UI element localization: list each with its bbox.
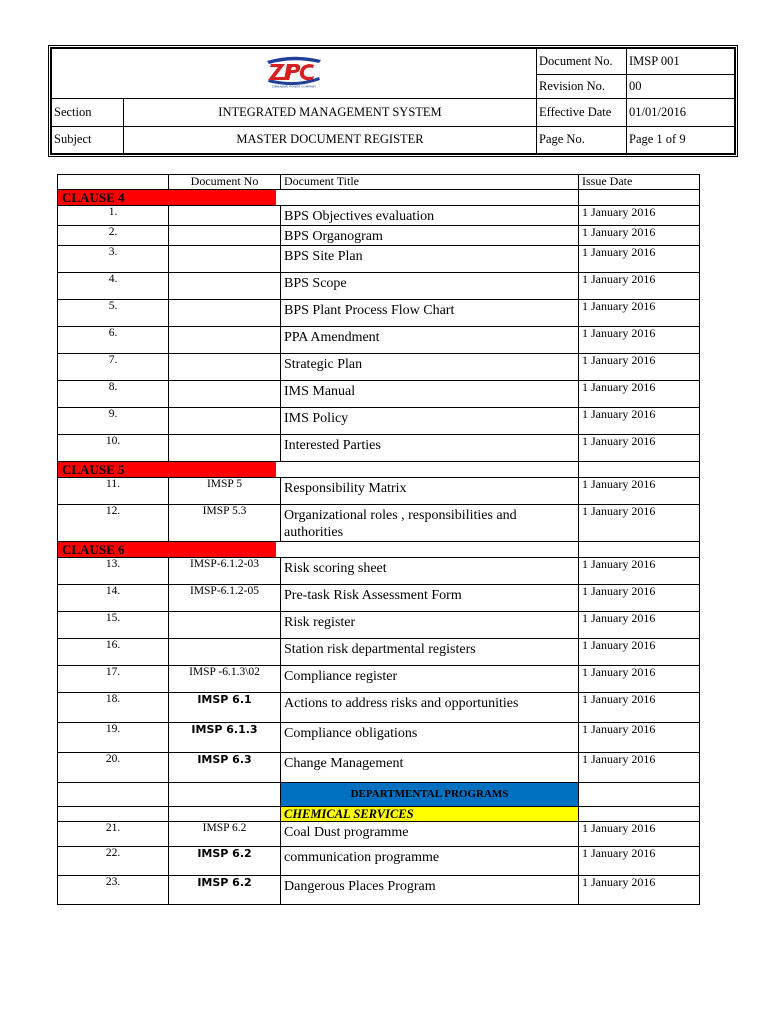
empty-cell xyxy=(58,783,169,807)
section-value: INTEGRATED MANAGEMENT SYSTEM xyxy=(124,99,537,126)
section-label: Section xyxy=(52,99,124,126)
row-issue-date: 1 January 2016 xyxy=(579,206,700,226)
row-document-no xyxy=(169,300,281,327)
table-header-row xyxy=(58,175,700,190)
row-number: 21. xyxy=(58,822,169,847)
row-document-no xyxy=(169,612,281,639)
row-issue-date: 1 January 2016 xyxy=(579,381,700,408)
row-document-no: IMSP 5.3 xyxy=(169,505,281,542)
row-issue-date: 1 January 2016 xyxy=(579,876,700,905)
subject-value: MASTER DOCUMENT REGISTER xyxy=(124,126,537,153)
row-issue-date: 1 January 2016 xyxy=(579,300,700,327)
row-document-no xyxy=(169,226,281,246)
row-document-title: BPS Organogram xyxy=(281,226,579,246)
empty-cell xyxy=(169,807,281,822)
effective-date-label: Effective Date xyxy=(537,99,627,126)
clause-label xyxy=(58,190,579,206)
row-issue-date: 1 January 2016 xyxy=(579,246,700,273)
row-document-no: IMSP 6.1 xyxy=(169,693,281,723)
table-row xyxy=(58,226,700,246)
row-issue-date: 1 January 2016 xyxy=(579,327,700,354)
row-issue-date: 1 January 2016 xyxy=(579,354,700,381)
row-issue-date: 1 January 2016 xyxy=(579,666,700,693)
clause-label xyxy=(58,542,579,558)
row-number: 6. xyxy=(58,327,169,354)
row-document-title: Dangerous Places Program xyxy=(281,876,579,905)
table-row xyxy=(58,435,700,462)
row-issue-date: 1 January 2016 xyxy=(579,408,700,435)
row-number: 20. xyxy=(58,753,169,783)
row-document-title: Interested Parties xyxy=(281,435,579,462)
document-no-label: Document No. xyxy=(537,49,627,75)
empty-cell xyxy=(58,807,169,822)
table-row xyxy=(58,693,700,723)
row-issue-date: 1 January 2016 xyxy=(579,847,700,876)
row-document-no xyxy=(169,381,281,408)
zpc-logo-graphic xyxy=(263,55,325,89)
subject-label: Subject xyxy=(52,126,124,153)
row-number: 7. xyxy=(58,354,169,381)
row-issue-date: 1 January 2016 xyxy=(579,226,700,246)
row-document-no: IMSP 6.3 xyxy=(169,753,281,783)
row-issue-date: 1 January 2016 xyxy=(579,505,700,542)
row-document-title: Risk register xyxy=(281,612,579,639)
row-document-no: IMSP 6.2 xyxy=(169,876,281,905)
header-document-title: Document Title xyxy=(281,175,579,190)
master-document-register-table xyxy=(57,174,700,905)
header-cell-number xyxy=(58,175,169,190)
table-row xyxy=(58,408,700,435)
table-row xyxy=(58,206,700,226)
row-number: 4. xyxy=(58,273,169,300)
row-document-no xyxy=(169,408,281,435)
row-document-no: IMSP 6.2 xyxy=(169,847,281,876)
row-document-title: Pre-task Risk Assessment Form xyxy=(281,585,579,612)
row-document-no xyxy=(169,327,281,354)
clause-row xyxy=(58,462,700,478)
row-document-no: IMSP 6.2 xyxy=(169,822,281,847)
row-issue-date: 1 January 2016 xyxy=(579,693,700,723)
row-document-title: BPS Plant Process Flow Chart xyxy=(281,300,579,327)
chemical-services-label: CHEMICAL SERVICES xyxy=(281,807,579,822)
row-document-no: IMSP 5 xyxy=(169,478,281,505)
row-issue-date: 1 January 2016 xyxy=(579,585,700,612)
table-row xyxy=(58,753,700,783)
effective-date-value: 01/01/2016 xyxy=(627,99,735,126)
table-row xyxy=(58,354,700,381)
row-number: 10. xyxy=(58,435,169,462)
row-document-title: IMS Policy xyxy=(281,408,579,435)
document-header xyxy=(48,45,738,157)
page-no-value: Page 1 of 9 xyxy=(627,126,735,153)
row-number: 16. xyxy=(58,639,169,666)
table-row xyxy=(58,478,700,505)
row-number: 9. xyxy=(58,408,169,435)
clause-date-cell xyxy=(579,190,700,206)
row-document-title: Compliance obligations xyxy=(281,723,579,753)
row-document-title: BPS Scope xyxy=(281,273,579,300)
table-row xyxy=(58,246,700,273)
row-document-no xyxy=(169,435,281,462)
clause-row xyxy=(58,190,700,206)
table-row xyxy=(58,505,700,542)
row-document-no: IMSP 6.1.3 xyxy=(169,723,281,753)
row-issue-date: 1 January 2016 xyxy=(579,435,700,462)
row-document-title: IMS Manual xyxy=(281,381,579,408)
document-no-value: IMSP 001 xyxy=(627,49,735,75)
table-row xyxy=(58,381,700,408)
logo-cell xyxy=(52,49,537,99)
row-number: 11. xyxy=(58,478,169,505)
table-row xyxy=(58,822,700,847)
clause-band: CLAUSE 6 xyxy=(58,542,276,557)
row-document-title: communication programme xyxy=(281,847,579,876)
clause-date-cell xyxy=(579,462,700,478)
header-issue-date: Issue Date xyxy=(579,175,700,190)
table-row xyxy=(58,273,700,300)
row-document-no: IMSP-6.1.2-03 xyxy=(169,558,281,585)
clause-row xyxy=(58,542,700,558)
departmental-programs-label: DEPARTMENTAL PROGRAMS xyxy=(281,783,579,807)
row-document-title: Actions to address risks and opportunities xyxy=(281,693,579,723)
zpc-logo xyxy=(263,55,325,89)
table-row xyxy=(58,723,700,753)
clause-label xyxy=(58,462,579,478)
row-document-no xyxy=(169,639,281,666)
row-number: 19. xyxy=(58,723,169,753)
row-document-title: Strategic Plan xyxy=(281,354,579,381)
row-number: 12. xyxy=(58,505,169,542)
row-document-no: IMSP -6.1.3\02 xyxy=(169,666,281,693)
row-number: 14. xyxy=(58,585,169,612)
table-row xyxy=(58,327,700,354)
row-number: 22. xyxy=(58,847,169,876)
register-body xyxy=(58,175,700,905)
row-issue-date: 1 January 2016 xyxy=(579,558,700,585)
row-document-title: BPS Objectives evaluation xyxy=(281,206,579,226)
chemical-services-row xyxy=(58,807,700,822)
revision-no-value: 00 xyxy=(627,75,735,99)
table-row xyxy=(58,847,700,876)
header-table xyxy=(51,48,735,154)
row-document-no: IMSP-6.1.2-05 xyxy=(169,585,281,612)
row-document-title: PPA Amendment xyxy=(281,327,579,354)
row-number: 2. xyxy=(58,226,169,246)
empty-cell xyxy=(579,807,700,822)
row-number: 3. xyxy=(58,246,169,273)
row-number: 8. xyxy=(58,381,169,408)
row-document-no xyxy=(169,206,281,226)
row-issue-date: 1 January 2016 xyxy=(579,723,700,753)
row-number: 17. xyxy=(58,666,169,693)
row-document-title: Organizational roles , responsibilities and authorities xyxy=(281,505,579,542)
table-row xyxy=(58,558,700,585)
row-document-title: Compliance register xyxy=(281,666,579,693)
row-document-no xyxy=(169,246,281,273)
clause-band: CLAUSE 5 xyxy=(58,462,276,477)
clause-band: CLAUSE 4 xyxy=(58,190,276,205)
row-document-title: Station risk departmental registers xyxy=(281,639,579,666)
row-number: 1. xyxy=(58,206,169,226)
row-issue-date: 1 January 2016 xyxy=(579,753,700,783)
logo-subtext: ZIMBABWE POWER COMPANY xyxy=(271,84,317,89)
page-no-label: Page No. xyxy=(537,126,627,153)
row-number: 23. xyxy=(58,876,169,905)
row-document-title: Responsibility Matrix xyxy=(281,478,579,505)
row-document-title: Change Management xyxy=(281,753,579,783)
table-row xyxy=(58,300,700,327)
row-issue-date: 1 January 2016 xyxy=(579,612,700,639)
row-document-title: Risk scoring sheet xyxy=(281,558,579,585)
row-document-title: BPS Site Plan xyxy=(281,246,579,273)
departmental-programs-row xyxy=(58,783,700,807)
row-number: 15. xyxy=(58,612,169,639)
row-issue-date: 1 January 2016 xyxy=(579,478,700,505)
row-document-no xyxy=(169,273,281,300)
row-document-no xyxy=(169,354,281,381)
row-issue-date: 1 January 2016 xyxy=(579,273,700,300)
table-row xyxy=(58,639,700,666)
row-number: 13. xyxy=(58,558,169,585)
table-row xyxy=(58,876,700,905)
row-number: 18. xyxy=(58,693,169,723)
clause-date-cell xyxy=(579,542,700,558)
empty-cell xyxy=(579,783,700,807)
header-document-no: Document No xyxy=(169,175,281,190)
table-row xyxy=(58,666,700,693)
empty-cell xyxy=(169,783,281,807)
row-issue-date: 1 January 2016 xyxy=(579,639,700,666)
table-row xyxy=(58,612,700,639)
row-number: 5. xyxy=(58,300,169,327)
row-document-title: Coal Dust programme xyxy=(281,822,579,847)
revision-no-label: Revision No. xyxy=(537,75,627,99)
table-row xyxy=(58,585,700,612)
row-issue-date: 1 January 2016 xyxy=(579,822,700,847)
